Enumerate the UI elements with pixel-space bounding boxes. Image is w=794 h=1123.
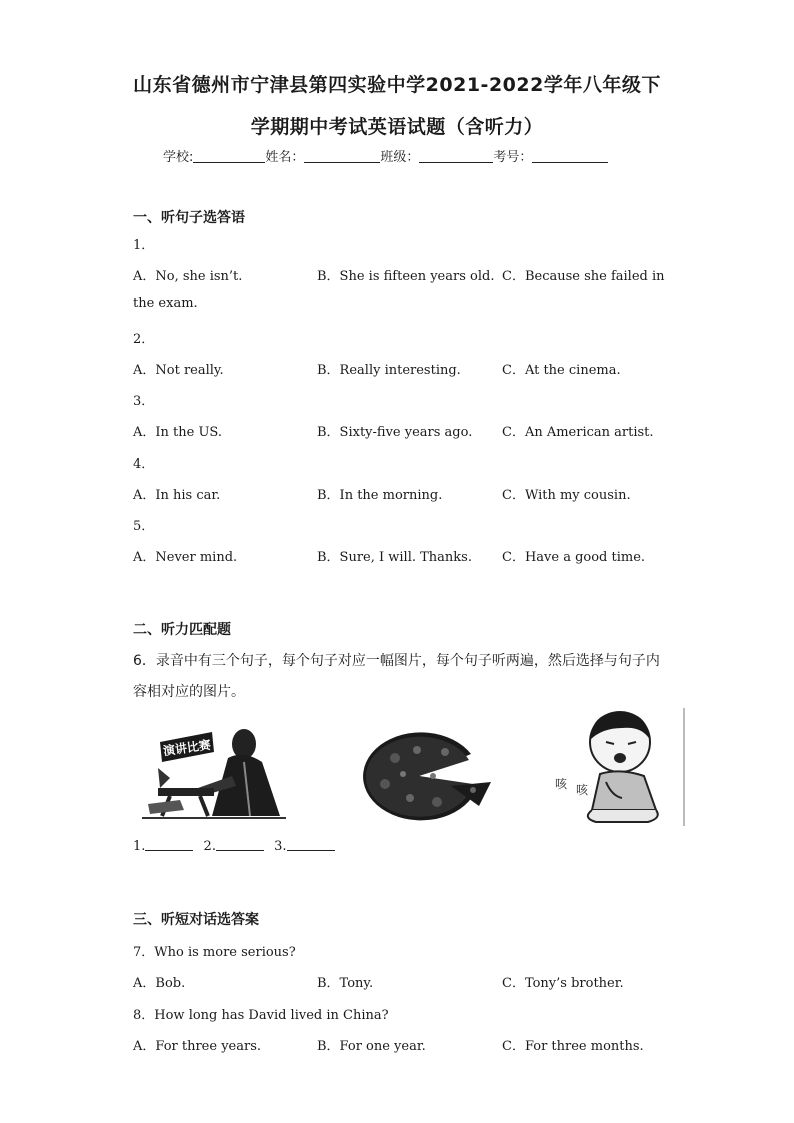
page-title-line1: 山东省德州市宁津县第四实验中学2021-2022学年八年级下 bbox=[133, 74, 661, 96]
q5-option-b: B．Sure, I will. Thanks. bbox=[317, 550, 472, 565]
coughing-boy-image bbox=[552, 706, 690, 828]
answer-label-3: 3. bbox=[274, 839, 287, 854]
pizza-image bbox=[355, 728, 495, 824]
q6-instruction-line1: 6．录音中有三个句子，每个句子对应一幅图片，每个句子听两遍，然后选择与句子内 bbox=[133, 653, 660, 669]
section3-heading: 三、听短对话选答案 bbox=[133, 912, 259, 928]
name-field[interactable] bbox=[304, 148, 380, 163]
answer-blank-2[interactable] bbox=[216, 838, 264, 851]
q1-option-b: B．She is fifteen years old. bbox=[317, 269, 495, 284]
q7-option-c: C．Tony’s brother. bbox=[502, 976, 624, 991]
name-label: 姓名： bbox=[265, 150, 305, 165]
section1-heading: 一、听句子选答语 bbox=[133, 210, 245, 226]
answer-blank-3[interactable] bbox=[287, 838, 335, 851]
q3-option-a: A．In the US. bbox=[133, 425, 222, 440]
section2-heading: 二、听力匹配题 bbox=[133, 622, 231, 638]
q6-answer-line bbox=[133, 838, 335, 854]
cough-sound-text-1: 咳 bbox=[555, 777, 568, 791]
q1-number: 1． bbox=[133, 238, 155, 253]
cough-sound-text-2: 咳 bbox=[576, 783, 589, 797]
number-label: 考号： bbox=[493, 150, 533, 165]
class-field[interactable] bbox=[419, 148, 493, 163]
q7-option-b: B．Tony. bbox=[317, 976, 374, 991]
school-label: 学校: bbox=[163, 150, 194, 165]
page-title-line2: 学期期中考试英语试题（含听力） bbox=[250, 116, 544, 138]
q5-option-c: C．Have a good time. bbox=[502, 550, 646, 565]
q8-stem: 8．How long has David lived in China? bbox=[133, 1008, 389, 1023]
number-field[interactable] bbox=[532, 148, 608, 163]
q1-option-a: A．No, she isn’t. bbox=[133, 269, 243, 284]
q1-option-c: C．Because she failed in bbox=[502, 269, 665, 284]
q8-option-c: C．For three months. bbox=[502, 1039, 644, 1054]
q8-option-b: B．For one year. bbox=[317, 1039, 426, 1054]
speech-contest-image bbox=[140, 718, 288, 824]
q4-option-c: C．With my cousin. bbox=[502, 488, 631, 503]
q8-option-a: A．For three years. bbox=[133, 1039, 262, 1054]
answer-label-1: 1. bbox=[133, 839, 146, 854]
q2-option-a: A．Not really. bbox=[133, 363, 224, 378]
q5-number: 5． bbox=[133, 519, 155, 534]
q3-option-c: C．An American artist. bbox=[502, 425, 654, 440]
q2-option-c: C．At the cinema. bbox=[502, 363, 621, 378]
speech-contest-sign-text: 演讲比赛 bbox=[162, 737, 212, 759]
q2-number: 2． bbox=[133, 332, 155, 347]
q4-option-a: A．In his car. bbox=[133, 488, 221, 503]
school-field[interactable] bbox=[193, 148, 265, 163]
q1-option-c-continued: the exam. bbox=[133, 296, 198, 311]
q7-stem: 7．Who is more serious? bbox=[133, 945, 296, 960]
q3-number: 3． bbox=[133, 394, 155, 409]
student-info-line bbox=[163, 146, 608, 165]
answer-blank-1[interactable] bbox=[145, 838, 193, 851]
q4-option-b: B．In the morning. bbox=[317, 488, 443, 503]
q5-option-a: A．Never mind. bbox=[133, 550, 238, 565]
q3-option-b: B．Sixty-five years ago. bbox=[317, 425, 473, 440]
class-label: 班级： bbox=[380, 150, 420, 165]
answer-label-2: 2. bbox=[203, 839, 216, 854]
q4-number: 4． bbox=[133, 457, 155, 472]
q7-option-a: A．Bob. bbox=[133, 976, 186, 991]
q2-option-b: B．Really interesting. bbox=[317, 363, 461, 378]
q6-instruction-line2: 容相对应的图片。 bbox=[133, 684, 245, 700]
